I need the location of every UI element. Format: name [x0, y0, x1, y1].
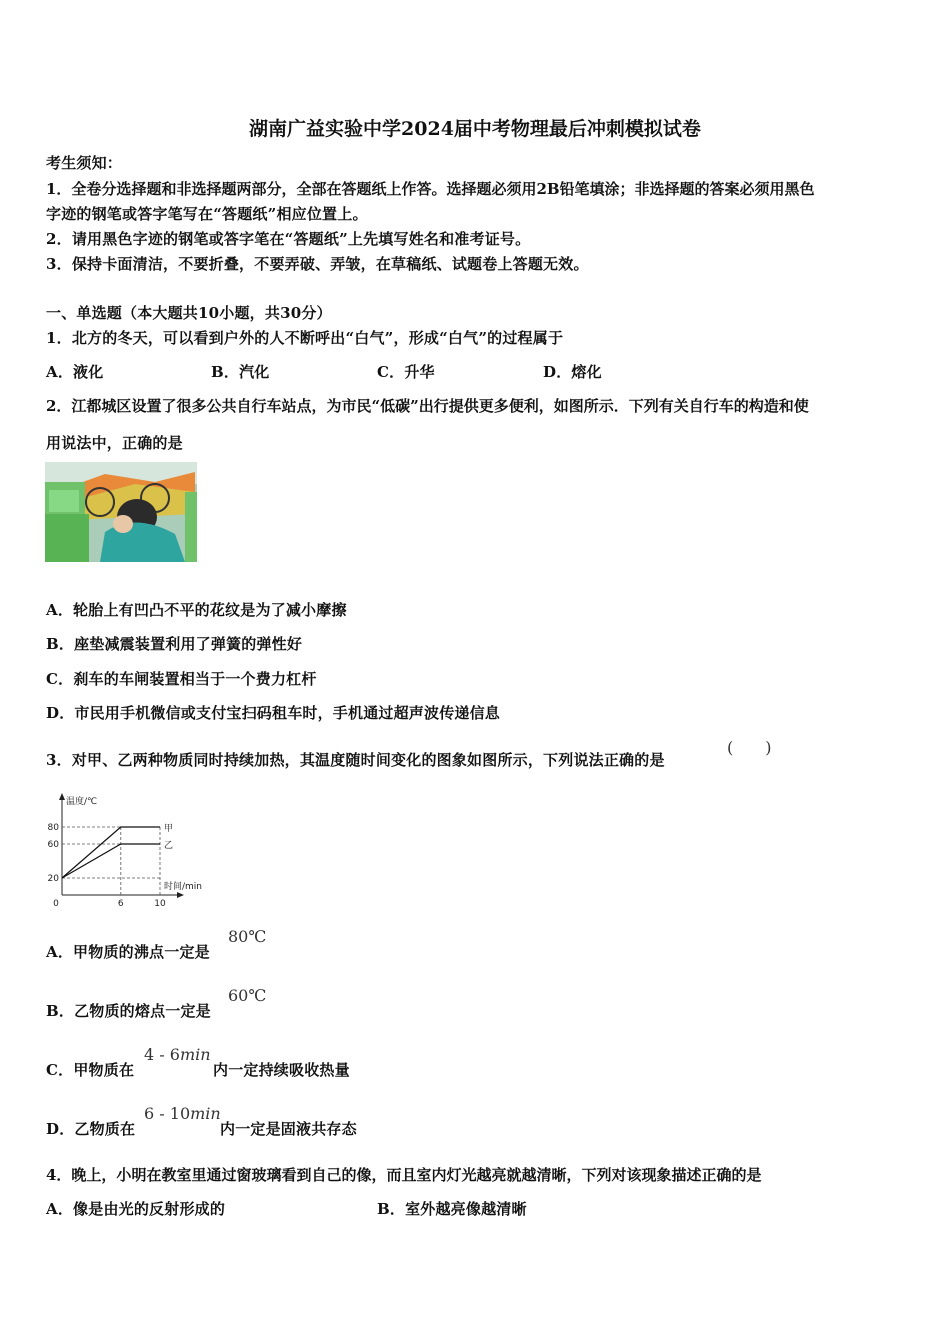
notice-line-2: 2．请用黑色字迹的钢笔或答字笔在“答题纸”上先填写姓名和准考证号。 — [46, 230, 531, 248]
y-tick-label-60: 60 — [47, 840, 59, 850]
q2-option-b: B．座垫减震装置利用了弹簧的弹性好 — [46, 635, 303, 653]
section-heading: 一、单选题（本大题共10小题，共30分） — [46, 304, 332, 322]
x-axis-label: 时间/min — [164, 882, 203, 892]
q3-option-d-rest: 内一定是固液共存态 — [220, 1120, 357, 1138]
q2-option-c: C．刹车的车闸装置相当于一个费力杠杆 — [46, 670, 317, 688]
y-tick-label-80: 80 — [47, 823, 59, 833]
q1-option-c: C．升华 — [377, 363, 435, 381]
x-tick-label-0: 0 — [53, 899, 59, 909]
notice-line-1b: 字迹的钢笔或答字笔写在“答题纸”相应位置上。 — [46, 205, 368, 223]
q3-stem: 3．对甲、乙两种物质同时持续加热，其温度随时间变化的图象如图所示，下列说法正确的是 — [46, 751, 665, 769]
q4-stem: 4．晚上，小明在教室里通过窗玻璃看到自己的像，而且室内灯光越亮就越清晰，下列对该现象描述正确的是 — [46, 1166, 762, 1184]
q2-option-d: D．市民用手机微信或支付宝扫码租车时，手机通过超声波传递信息 — [46, 704, 501, 722]
series-label-1: 甲 — [164, 824, 174, 834]
q3-option-b-value: 60℃ — [228, 986, 267, 1005]
series-label-2: 乙 — [164, 841, 174, 851]
q3-answer-parentheses: ( ) — [727, 738, 772, 757]
q1-stem: 1．北方的冬天，可以看到户外的人不断呼出“白气”，形成“白气”的过程属于 — [46, 329, 564, 347]
y-axis-arrow — [59, 793, 65, 800]
q2-stem-line-2: 用说法中，正确的是 — [46, 434, 183, 452]
y-tick-label-20: 20 — [47, 874, 59, 884]
q2-stem-line-1: 2．江都城区设置了很多公共自行车站点，为市民“低碳”出行提供更多便利，如图所示．下列有关自行车的构造和使 — [46, 397, 809, 415]
x-axis-arrow — [177, 892, 184, 898]
q3-option-d-value: 6 - 10min — [144, 1104, 221, 1123]
q3-option-a: A．甲物质的沸点一定是 — [46, 943, 210, 961]
notice-line-1a: 1．全卷分选择题和非选择题两部分，全部在答题纸上作答。选择题必须用2B铅笔填涂；非选择题的答案必须用黑色 — [46, 180, 815, 198]
q1-option-b: B．汽化 — [211, 363, 270, 381]
x-tick-label-10: 10 — [154, 899, 166, 909]
q3-option-d: D．乙物质在 — [46, 1120, 136, 1138]
notice-line-3: 3．保持卡面清洁，不要折叠，不要弄破、弄皱，在草稿纸、试题卷上答题无效。 — [46, 255, 589, 273]
q4-option-b: B．室外越亮像越清晰 — [377, 1200, 527, 1218]
q3-option-c: C．甲物质在 — [46, 1061, 135, 1079]
temperature-time-graph — [44, 790, 214, 910]
series-line-2 — [62, 844, 160, 878]
q2-option-a: A．轮胎上有凹凸不平的花纹是为了减小摩擦 — [46, 601, 347, 619]
q4-option-a: A．像是由光的反射形成的 — [46, 1200, 226, 1218]
q3-option-c-value: 4 - 6min — [144, 1045, 211, 1064]
q3-option-c-rest: 内一定持续吸收热量 — [213, 1061, 350, 1079]
x-tick-label-6: 6 — [117, 899, 124, 909]
q3-option-a-value: 80℃ — [228, 927, 267, 946]
notice-heading: 考生须知： — [46, 154, 123, 172]
q1-option-d: D．熔化 — [543, 363, 602, 381]
bicycle-station-photo — [45, 462, 197, 562]
y-axis-label: 温度/℃ — [66, 797, 98, 807]
q3-option-b: B．乙物质的熔点一定是 — [46, 1002, 211, 1020]
series-line-1 — [62, 827, 160, 878]
page-title: 湖南广益实验中学2024届中考物理最后冲刺模拟试卷 — [249, 118, 701, 140]
q1-option-a: A．液化 — [46, 363, 104, 381]
